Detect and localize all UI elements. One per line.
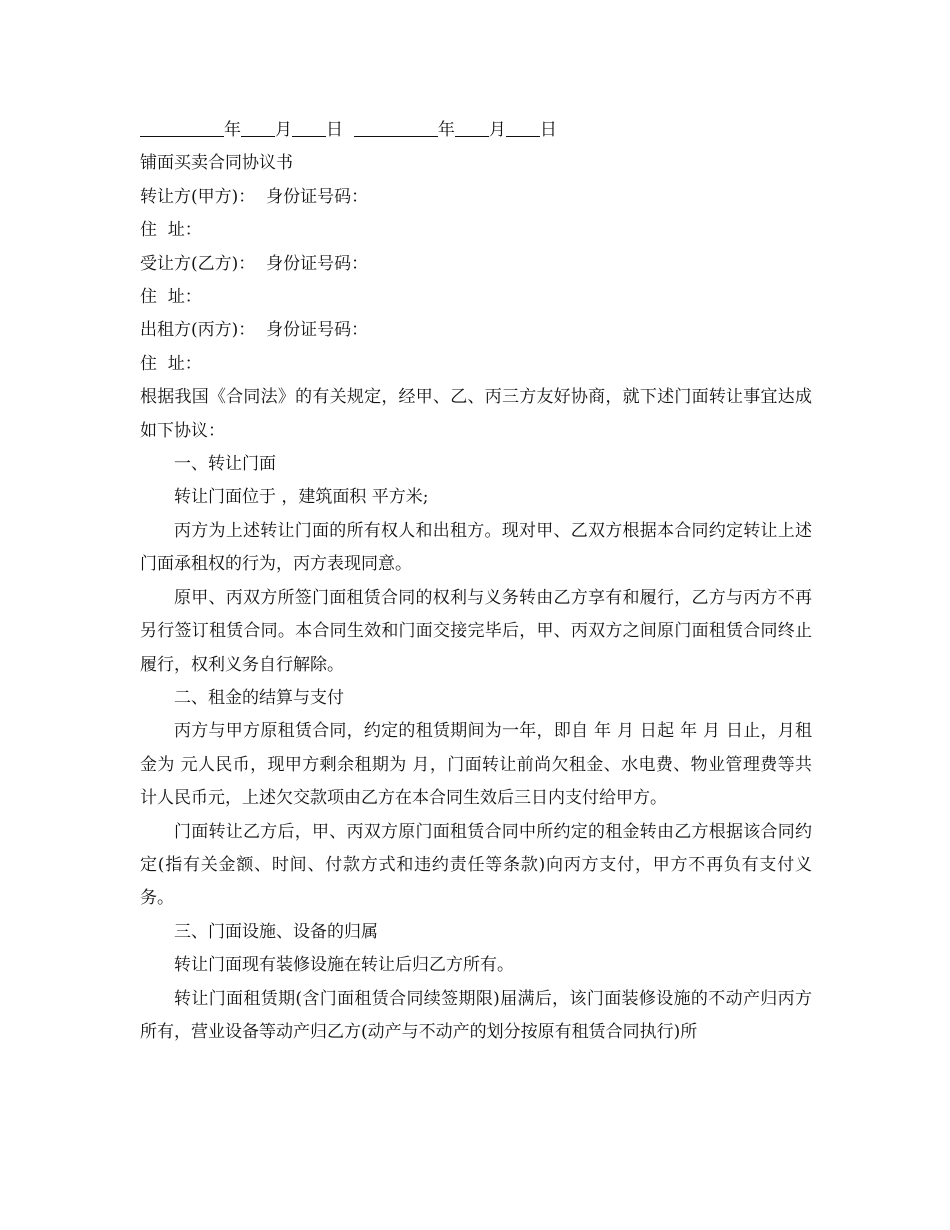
party-b-label: 受让方(乙方)： [140,253,256,274]
intro-paragraph: 根据我国《合同法》的有关规定，经甲、乙、丙三方友好协商，就下述门面转让事宜达成如下协议： [140,387,812,441]
year-label: 年 [224,120,241,140]
document-body [140,114,812,1049]
party-c-address: 住 址： [140,353,202,374]
day-label: 日 [539,120,557,140]
party-a-label: 转让方(甲方)： [140,186,256,207]
date-line [140,114,812,147]
day-blank [506,120,540,137]
document-title: 铺面买卖合同协议书 [140,153,293,174]
party-b-address: 住 址： [140,287,202,308]
year-blank [140,120,224,137]
party-a [140,181,812,214]
section-paragraph: 转让门面现有装修设施在转让后归乙方所有。 [174,955,514,976]
party-c-id-label: 身份证号码： [266,320,369,341]
section-paragraph: 转让门面租赁期(含门面租赁合同续签期限)届满后，该门面装修设施的不动产归丙方所有，营业设备等动产归乙方(动产与不动产的划分按原有租赁合同执行)所 [140,988,812,1042]
party-b-id-label: 身份证号码： [266,253,369,274]
party-c [140,314,812,347]
section-heading: 二、租金的结算与支付 [174,687,344,708]
month-label: 月 [488,120,506,140]
party-a-address: 住 址： [140,220,202,241]
party-b [140,248,812,281]
month-blank [455,120,489,137]
day-blank [292,120,326,137]
year-label: 年 [437,120,455,140]
party-a-id-label: 身份证号码： [266,186,369,207]
month-label: 月 [275,120,292,140]
party-c-label: 出租方(丙方)： [140,320,256,341]
month-blank [241,120,275,137]
day-label: 日 [326,120,343,140]
section-paragraph: 转让门面位于 ，建筑面积 平方米; [174,487,429,508]
section-heading: 一、转让门面 [174,454,276,475]
section-paragraph: 门面转让乙方后，甲、丙双方原门面租赁合同中所约定的租金转由乙方根据该合同约定(指有关金额、时间、付款方式和违约责任等条款)向丙方支付，甲方不再负有支付义务。 [140,821,812,909]
section-paragraph: 丙方与甲方原租赁合同，约定的租赁期间为一年，即自 年 月 日起 年 月 日止，月租金为 元人民币，现甲方剩余租期为 月，门面转让前尚欠租金、水电费、物业管理费等共计人民币元，上述欠交款项由乙方在本合同生效后三日内支付给甲方。 [140,721,812,809]
section-paragraph: 丙方为上述转让门面的所有权人和出租方。现对甲、乙双方根据本合同约定转让上述门面承租权的行为，丙方表现同意。 [140,520,812,575]
section-paragraph: 原甲、丙双方所签门面租赁合同的权利与义务转由乙方享有和履行，乙方与丙方不再另行签订租赁合同。本合同生效和门面交接完毕后，甲、丙双方之间原门面租赁合同终止履行，权利义务自行解除。 [140,587,812,675]
section-heading: 三、门面设施、设备的归属 [174,921,378,942]
year-blank [354,120,438,137]
